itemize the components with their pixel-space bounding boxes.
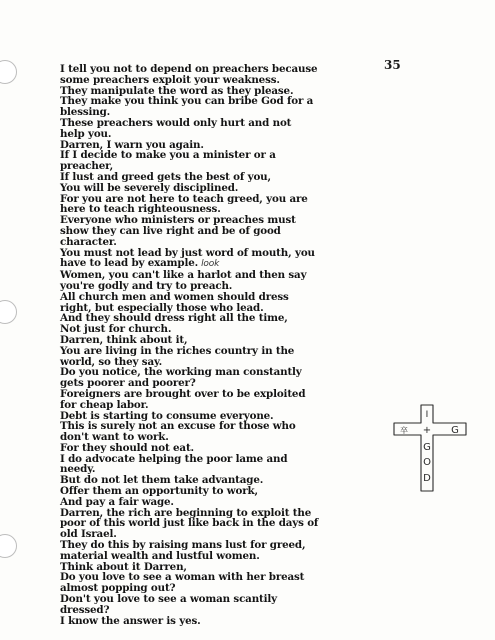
- cross-drawing: [392, 403, 468, 493]
- text-line: If lust and greed gets the best of you,: [60, 170, 271, 183]
- text-line: Don't you love to see a woman scantily: [60, 593, 278, 606]
- text-line: They manipulate the word as they please.: [60, 84, 294, 97]
- text-line: Everyone who ministers or preaches must: [60, 214, 296, 227]
- text-line: here to teach righteousness.: [60, 203, 221, 216]
- text-line: For they should not eat.: [60, 441, 194, 454]
- text-line: for cheap labor.: [60, 398, 149, 411]
- text-line: blessing.: [60, 106, 111, 119]
- hand-drawn-cross-icon: [392, 403, 468, 493]
- text-line: Offer them an opportunity to work,: [60, 485, 258, 498]
- text-line: character.: [60, 235, 117, 248]
- punch-hole-top: [0, 60, 17, 84]
- text-line: If I decide to make you a minister or a: [60, 149, 276, 162]
- text-line: All church men and women should dress: [60, 290, 289, 303]
- text-line: dressed?: [60, 603, 110, 616]
- text-line: You must not lead by just word of mouth, you: [60, 246, 315, 259]
- text-line: I do advocate helping the poor lame and: [60, 452, 288, 465]
- text-line: have to lead by example. look: [60, 257, 220, 270]
- text-line: But do not let them take advantage.: [60, 474, 264, 487]
- text-line: I know the answer is yes.: [60, 614, 201, 627]
- text-line: Think about it Darren,: [60, 560, 187, 573]
- text-line: You are living in the riches country in the: [60, 344, 295, 357]
- text-line: right, but especially those who lead.: [60, 301, 264, 314]
- text-line: Women, you can't like a harlot and then say: [60, 269, 307, 282]
- cross-letter-2: +: [422, 425, 432, 436]
- text-line: show they can live right and be of good: [60, 224, 281, 237]
- punch-hole-bottom: [0, 534, 17, 558]
- text-line: Do you notice, the working man constantly: [60, 366, 302, 379]
- text-line: almost popping out?: [60, 582, 176, 595]
- text-line: Not just for church.: [60, 323, 172, 336]
- text-line: you're godly and try to preach.: [60, 279, 233, 292]
- page-number: 35: [384, 58, 401, 72]
- cross-letter-3: G: [423, 442, 431, 453]
- text-line: They make you think you can bribe God for a: [60, 95, 314, 108]
- text-line: This is surely not an excuse for those who: [60, 420, 296, 433]
- text-line: Darren, the rich are beginning to exploit the: [60, 506, 312, 519]
- text-line: They do this by raising mans lust for greed,: [60, 539, 306, 552]
- text-line: And pay a fair wage.: [60, 495, 174, 508]
- text-line: Darren, think about it,: [60, 333, 188, 346]
- text-line: preacher,: [60, 160, 114, 173]
- body-text: [60, 64, 405, 626]
- text-line: These preachers would only hurt and not: [60, 116, 292, 129]
- text-line: Foreigners are brought over to be exploited: [60, 387, 306, 400]
- cross-left-mark: 卒: [400, 426, 408, 435]
- cross-right-letter: G: [451, 425, 459, 436]
- text-line: For you are not here to teach greed, you are: [60, 192, 308, 205]
- handwritten-note: look: [201, 259, 220, 270]
- text-line: You will be severely disciplined.: [60, 181, 239, 194]
- text-line: needy.: [60, 463, 96, 476]
- text-line: Do you love to see a woman with her breast: [60, 571, 305, 584]
- text-line: I tell you not to depend on preachers because: [60, 63, 318, 75]
- text-line: poor of this world just like back in the days of: [60, 517, 319, 530]
- cross-letter-1: I: [425, 410, 429, 420]
- cross-letter-4: O: [423, 457, 431, 468]
- text-line: Debt is starting to consume everyone.: [60, 409, 274, 422]
- text-line: And they should dress right all the time,: [60, 312, 288, 325]
- text-line: material wealth and lustful women.: [60, 549, 260, 562]
- text-line: old Israel.: [60, 528, 117, 541]
- text-line: help you.: [60, 127, 112, 140]
- text-line: world, so they say.: [60, 355, 163, 368]
- text-line: don't want to work.: [60, 431, 169, 444]
- text-line: Darren, I warn you again.: [60, 138, 204, 151]
- cross-letter-5: D: [423, 473, 431, 484]
- punch-hole-middle: [0, 300, 17, 324]
- text-line: some preachers exploit your weakness.: [60, 73, 280, 86]
- text-line: gets poorer and poorer?: [60, 377, 196, 390]
